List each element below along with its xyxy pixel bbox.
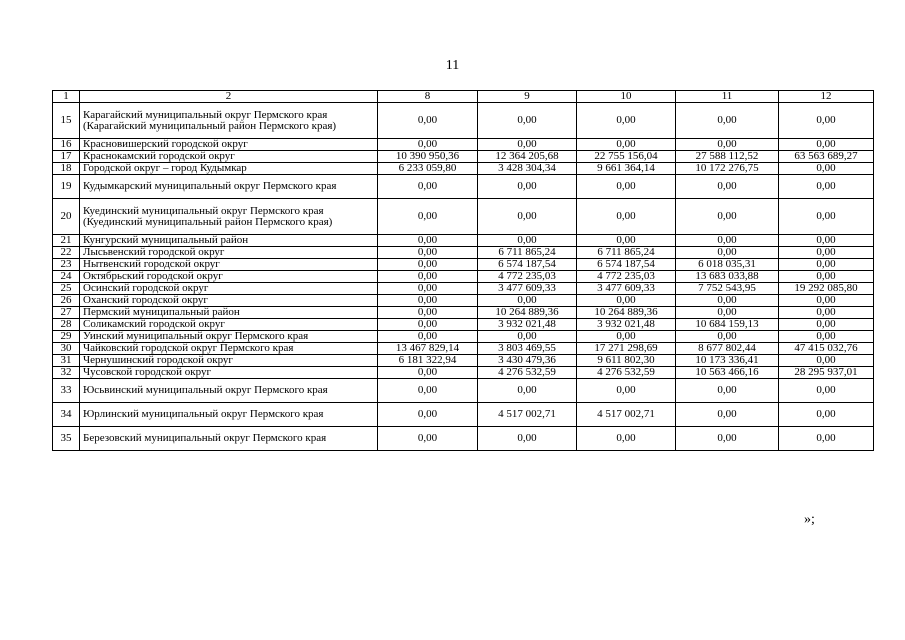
cell-col-8: 0,00 xyxy=(378,139,478,151)
cell-col-8: 0,00 xyxy=(378,319,478,331)
cell-col-11: 0,00 xyxy=(676,235,779,247)
cell-col-8: 0,00 xyxy=(378,379,478,403)
cell-col-10: 0,00 xyxy=(577,175,676,199)
cell-col-8: 0,00 xyxy=(378,235,478,247)
cell-col-9: 6 574 187,54 xyxy=(478,259,577,271)
cell-col-12: 47 415 032,76 xyxy=(779,343,874,355)
cell-col-10: 4 517 002,71 xyxy=(577,403,676,427)
municipality-name: Березовский муниципальный округ Пермского края xyxy=(80,427,378,451)
table-header-row xyxy=(53,91,874,103)
cell-col-11: 0,00 xyxy=(676,199,779,235)
header-col-9: 9 xyxy=(478,91,577,103)
cell-col-9: 0,00 xyxy=(478,103,577,139)
cell-col-11: 10 172 276,75 xyxy=(676,163,779,175)
cell-col-8: 0,00 xyxy=(378,367,478,379)
row-number: 23 xyxy=(53,259,80,271)
cell-col-10: 0,00 xyxy=(577,295,676,307)
table-row xyxy=(53,427,874,451)
table-row xyxy=(53,151,874,163)
cell-col-10: 0,00 xyxy=(577,199,676,235)
row-number: 35 xyxy=(53,427,80,451)
municipality-name: Чусовской городской округ xyxy=(80,367,378,379)
cell-col-12: 0,00 xyxy=(779,319,874,331)
cell-col-12: 0,00 xyxy=(779,139,874,151)
cell-col-10: 22 755 156,04 xyxy=(577,151,676,163)
table-row xyxy=(53,379,874,403)
cell-col-10: 9 661 364,14 xyxy=(577,163,676,175)
cell-col-12: 0,00 xyxy=(779,331,874,343)
header-col-8: 8 xyxy=(378,91,478,103)
cell-col-8: 0,00 xyxy=(378,175,478,199)
municipality-name: Оханский городской округ xyxy=(80,295,378,307)
cell-col-9: 12 364 205,68 xyxy=(478,151,577,163)
table-row xyxy=(53,163,874,175)
cell-col-8: 0,00 xyxy=(378,427,478,451)
cell-col-10: 10 264 889,36 xyxy=(577,307,676,319)
row-number: 27 xyxy=(53,307,80,319)
cell-col-9: 10 264 889,36 xyxy=(478,307,577,319)
cell-col-11: 27 588 112,52 xyxy=(676,151,779,163)
cell-col-10: 6 574 187,54 xyxy=(577,259,676,271)
header-col-2: 2 xyxy=(80,91,378,103)
cell-col-12: 0,00 xyxy=(779,199,874,235)
cell-col-8: 0,00 xyxy=(378,199,478,235)
row-number: 25 xyxy=(53,283,80,295)
table-row xyxy=(53,199,874,235)
cell-col-12: 0,00 xyxy=(779,259,874,271)
table-row xyxy=(53,331,874,343)
table-row xyxy=(53,139,874,151)
cell-col-12: 0,00 xyxy=(779,427,874,451)
cell-col-9: 0,00 xyxy=(478,139,577,151)
cell-col-8: 0,00 xyxy=(378,331,478,343)
row-number: 28 xyxy=(53,319,80,331)
cell-col-8: 0,00 xyxy=(378,295,478,307)
cell-col-10: 3 932 021,48 xyxy=(577,319,676,331)
municipality-name: Нытвенский городской округ xyxy=(80,259,378,271)
cell-col-11: 0,00 xyxy=(676,103,779,139)
cell-col-12: 0,00 xyxy=(779,175,874,199)
cell-col-9: 0,00 xyxy=(478,295,577,307)
table-row xyxy=(53,367,874,379)
cell-col-11: 0,00 xyxy=(676,139,779,151)
row-number: 24 xyxy=(53,271,80,283)
closing-quote: »; xyxy=(804,512,815,527)
page-number: 11 xyxy=(445,58,460,73)
cell-col-8: 6 233 059,80 xyxy=(378,163,478,175)
cell-col-12: 0,00 xyxy=(779,271,874,283)
table-row xyxy=(53,319,874,331)
cell-col-9: 6 711 865,24 xyxy=(478,247,577,259)
cell-col-11: 0,00 xyxy=(676,175,779,199)
cell-col-9: 0,00 xyxy=(478,427,577,451)
municipality-name: Кунгурский муниципальный район xyxy=(80,235,378,247)
cell-col-11: 7 752 543,95 xyxy=(676,283,779,295)
cell-col-9: 0,00 xyxy=(478,331,577,343)
table-row xyxy=(53,259,874,271)
cell-col-12: 0,00 xyxy=(779,355,874,367)
row-number: 34 xyxy=(53,403,80,427)
table-row xyxy=(53,355,874,367)
municipality-name: Чайковский городской округ Пермского края xyxy=(80,343,378,355)
cell-col-10: 0,00 xyxy=(577,379,676,403)
row-number: 32 xyxy=(53,367,80,379)
cell-col-12: 0,00 xyxy=(779,403,874,427)
municipality-name: Юрлинский муниципальный округ Пермского края xyxy=(80,403,378,427)
cell-col-10: 9 611 802,30 xyxy=(577,355,676,367)
municipality-name: Осинский городской округ xyxy=(80,283,378,295)
municipality-name: Карагайский муниципальный округ Пермского края (Карагайский муниципальный район Пермского края) xyxy=(80,103,378,139)
cell-col-9: 4 517 002,71 xyxy=(478,403,577,427)
cell-col-12: 0,00 xyxy=(779,307,874,319)
cell-col-12: 28 295 937,01 xyxy=(779,367,874,379)
cell-col-11: 10 684 159,13 xyxy=(676,319,779,331)
cell-col-10: 0,00 xyxy=(577,235,676,247)
header-col-11: 11 xyxy=(676,91,779,103)
cell-col-8: 0,00 xyxy=(378,307,478,319)
cell-col-10: 0,00 xyxy=(577,139,676,151)
cell-col-8: 13 467 829,14 xyxy=(378,343,478,355)
table-row xyxy=(53,343,874,355)
cell-col-11: 10 563 466,16 xyxy=(676,367,779,379)
cell-col-9: 3 428 304,34 xyxy=(478,163,577,175)
row-number: 33 xyxy=(53,379,80,403)
cell-col-9: 3 803 469,55 xyxy=(478,343,577,355)
cell-col-11: 13 683 033,88 xyxy=(676,271,779,283)
row-number: 22 xyxy=(53,247,80,259)
table-row xyxy=(53,295,874,307)
cell-col-10: 3 477 609,33 xyxy=(577,283,676,295)
table-row xyxy=(53,271,874,283)
cell-col-12: 0,00 xyxy=(779,163,874,175)
row-number: 18 xyxy=(53,163,80,175)
cell-col-9: 3 932 021,48 xyxy=(478,319,577,331)
cell-col-9: 3 477 609,33 xyxy=(478,283,577,295)
cell-col-8: 0,00 xyxy=(378,259,478,271)
row-number: 15 xyxy=(53,103,80,139)
table-row xyxy=(53,103,874,139)
cell-col-9: 4 276 532,59 xyxy=(478,367,577,379)
cell-col-9: 4 772 235,03 xyxy=(478,271,577,283)
cell-col-12: 0,00 xyxy=(779,379,874,403)
cell-col-11: 8 677 802,44 xyxy=(676,343,779,355)
municipality-name: Краснокамский городской округ xyxy=(80,151,378,163)
municipality-name: Кудымкарский муниципальный округ Пермского края xyxy=(80,175,378,199)
cell-col-10: 4 772 235,03 xyxy=(577,271,676,283)
cell-col-8: 0,00 xyxy=(378,271,478,283)
municipality-name: Чернушинский городской округ xyxy=(80,355,378,367)
row-number: 21 xyxy=(53,235,80,247)
row-number: 30 xyxy=(53,343,80,355)
cell-col-8: 6 181 322,94 xyxy=(378,355,478,367)
cell-col-8: 10 390 950,36 xyxy=(378,151,478,163)
cell-col-12: 63 563 689,27 xyxy=(779,151,874,163)
cell-col-8: 0,00 xyxy=(378,247,478,259)
row-number: 29 xyxy=(53,331,80,343)
table-row xyxy=(53,247,874,259)
header-col-10: 10 xyxy=(577,91,676,103)
cell-col-10: 17 271 298,69 xyxy=(577,343,676,355)
cell-col-8: 0,00 xyxy=(378,103,478,139)
municipality-name: Соликамский городской округ xyxy=(80,319,378,331)
cell-col-9: 3 430 479,36 xyxy=(478,355,577,367)
cell-col-12: 0,00 xyxy=(779,247,874,259)
cell-col-9: 0,00 xyxy=(478,175,577,199)
cell-col-11: 0,00 xyxy=(676,307,779,319)
table-row xyxy=(53,307,874,319)
cell-col-9: 0,00 xyxy=(478,235,577,247)
row-number: 26 xyxy=(53,295,80,307)
cell-col-11: 0,00 xyxy=(676,379,779,403)
cell-col-9: 0,00 xyxy=(478,199,577,235)
table-row xyxy=(53,175,874,199)
cell-col-10: 0,00 xyxy=(577,331,676,343)
header-col-1: 1 xyxy=(53,91,80,103)
cell-col-12: 0,00 xyxy=(779,103,874,139)
cell-col-10: 6 711 865,24 xyxy=(577,247,676,259)
table-row xyxy=(53,235,874,247)
municipality-name: Октябрьский городской округ xyxy=(80,271,378,283)
cell-col-10: 0,00 xyxy=(577,427,676,451)
row-number: 19 xyxy=(53,175,80,199)
municipality-name: Городской округ – город Кудымкар xyxy=(80,163,378,175)
cell-col-12: 19 292 085,80 xyxy=(779,283,874,295)
cell-col-11: 10 173 336,41 xyxy=(676,355,779,367)
cell-col-10: 4 276 532,59 xyxy=(577,367,676,379)
municipality-name: Лысьвенский городской округ xyxy=(80,247,378,259)
header-col-12: 12 xyxy=(779,91,874,103)
cell-col-12: 0,00 xyxy=(779,235,874,247)
table-row xyxy=(53,283,874,295)
data-table xyxy=(52,90,874,451)
cell-col-10: 0,00 xyxy=(577,103,676,139)
municipality-name: Красновишерский городской округ xyxy=(80,139,378,151)
cell-col-11: 0,00 xyxy=(676,403,779,427)
cell-col-9: 0,00 xyxy=(478,379,577,403)
cell-col-8: 0,00 xyxy=(378,283,478,295)
cell-col-11: 0,00 xyxy=(676,247,779,259)
municipality-name: Юсьвинский муниципальный округ Пермского края xyxy=(80,379,378,403)
row-number: 16 xyxy=(53,139,80,151)
cell-col-11: 6 018 035,31 xyxy=(676,259,779,271)
row-number: 20 xyxy=(53,199,80,235)
cell-col-11: 0,00 xyxy=(676,427,779,451)
cell-col-11: 0,00 xyxy=(676,331,779,343)
cell-col-12: 0,00 xyxy=(779,295,874,307)
municipality-name: Куединский муниципальный округ Пермского края (Куединский муниципальный район Пермского края) xyxy=(80,199,378,235)
table-row xyxy=(53,403,874,427)
cell-col-11: 0,00 xyxy=(676,295,779,307)
row-number: 17 xyxy=(53,151,80,163)
cell-col-8: 0,00 xyxy=(378,403,478,427)
row-number: 31 xyxy=(53,355,80,367)
municipality-name: Уинский муниципальный округ Пермского края xyxy=(80,331,378,343)
municipality-name: Пермский муниципальный район xyxy=(80,307,378,319)
